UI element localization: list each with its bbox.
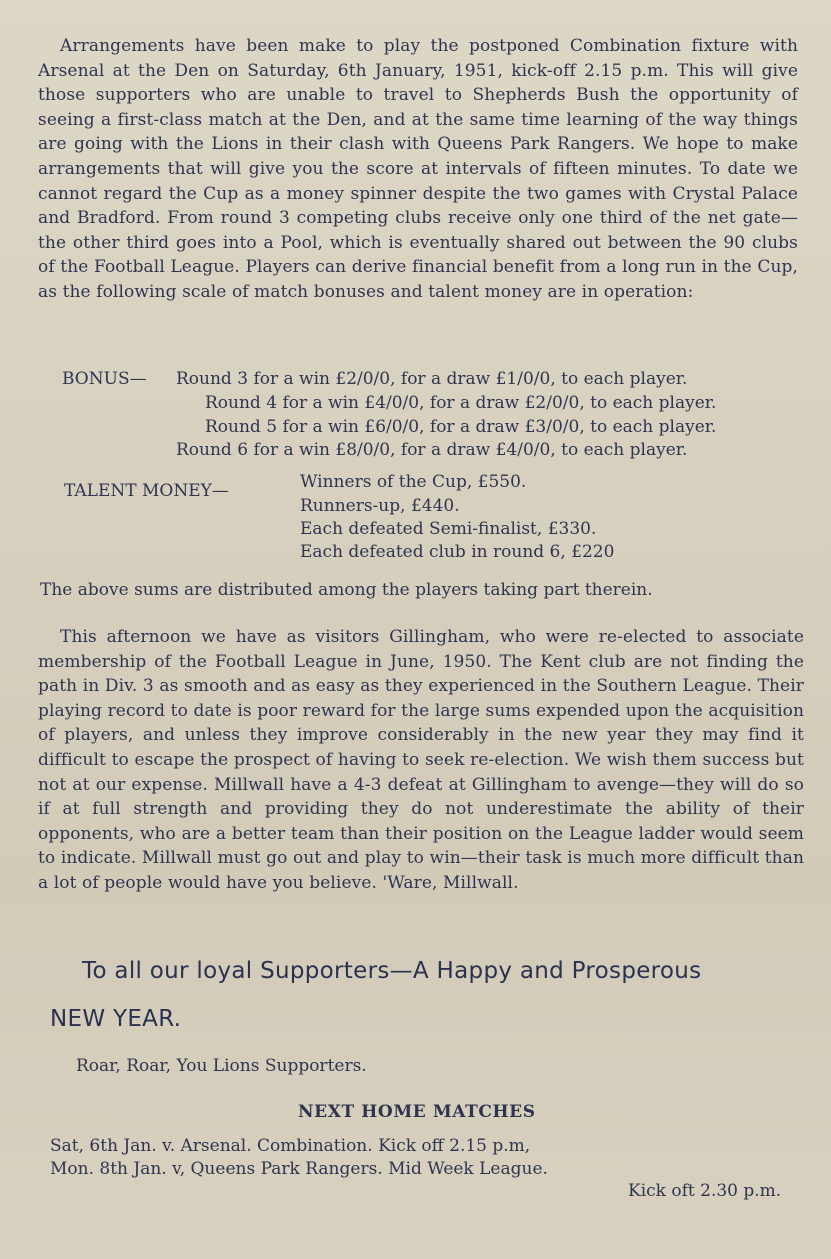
bonus-row: Round 3 for a win £2/0/0, for a draw £1/0/0, to each player. — [176, 369, 688, 389]
talent-money-row: Runners-up, £440. — [300, 496, 460, 516]
bonus-row: Round 5 for a win £6/0/0, for a draw £3/0/0, to each player. — [205, 417, 717, 437]
talent-money-label: TALENT MONEY— — [64, 481, 229, 501]
bonus-row: Round 6 for a win £8/0/0, for a draw £4/0/0, to each player. — [176, 440, 688, 460]
roar-line: Roar, Roar, You Lions Supporters. — [76, 1056, 367, 1076]
intro-paragraph — [38, 34, 798, 305]
talent-money-row: Winners of the Cup, £550. — [300, 472, 527, 492]
talent-money-row: Each defeated Semi-finalist, £330. — [300, 519, 597, 539]
new-year-greeting: To all our loyal Supporters—A Happy and Prosperous — [82, 958, 702, 984]
intro-paragraph-text: Arrangements have been make to play the postponed Combination fixture with Arsenal at the Den on Saturday, 6th January, 1951, kick-off 2.15 p.m. This will give those supporters who are unable to travel to Shepherds Bush the opportunity of seeing a first-class match at the Den, and at the same time learning of the way things are going with the Lions in their clash with Queens Park Rangers. We hope to make arrangements that will give you the score at intervals of fifteen minutes. To date we cannot regard the Cup as a money spinner despite the two games with Crystal Palace and Bradford. From round 3 competing clubs receive only one third of the net gate—the other third goes into a Pool, which is eventually shared out between the 90 clubs of the Football League. Players can derive financial benefit from a long run in the Cup, as the following scale of match bonuses and talent money are in operation: — [38, 36, 798, 302]
fixture-line: Sat, 6th Jan. v. Arsenal. Combination. Kick off 2.15 p.m, — [50, 1136, 531, 1156]
distribution-note: The above sums are distributed among the players taking part therein. — [40, 580, 653, 600]
new-year-greeting-line2: NEW YEAR. — [50, 1006, 182, 1032]
gillingham-paragraph-text: This afternoon we have as visitors Gillingham, who were re-elected to associate membership of the Football League in June, 1950. The Kent club are not finding the path in Div. 3 as smooth and as easy as they experienced in the Southern League. Their playing record to date is poor reward for the large sums expended upon the acquisition of players, and unless they improve considerably in the new year they may find it difficult to escape the prospect of having to seek re-election. We wish them success but not at our expense. Millwall have a 4-3 defeat at Gillingham to avenge—they will do so if at full strength and providing they do not underestimate the ability of their opponents, who are a better team than their position on the League ladder would seem to indicate. Millwall must go out and play to win—their task is much more difficult than a lot of people would have you believe. 'Ware, Millwall. — [38, 627, 804, 893]
talent-money-row: Each defeated club in round 6, £220 — [300, 542, 615, 562]
next-home-matches-heading: NEXT HOME MATCHES — [298, 1102, 536, 1122]
fixture-kickoff: Kick oft 2.30 p.m. — [628, 1181, 782, 1201]
fixture-line: Mon. 8th Jan. v, Queens Park Rangers. Mid Week League. — [50, 1159, 548, 1179]
bonus-label: BONUS— — [62, 369, 147, 389]
gillingham-paragraph — [38, 625, 804, 896]
bonus-row: Round 4 for a win £4/0/0, for a draw £2/0/0, to each player. — [205, 393, 717, 413]
